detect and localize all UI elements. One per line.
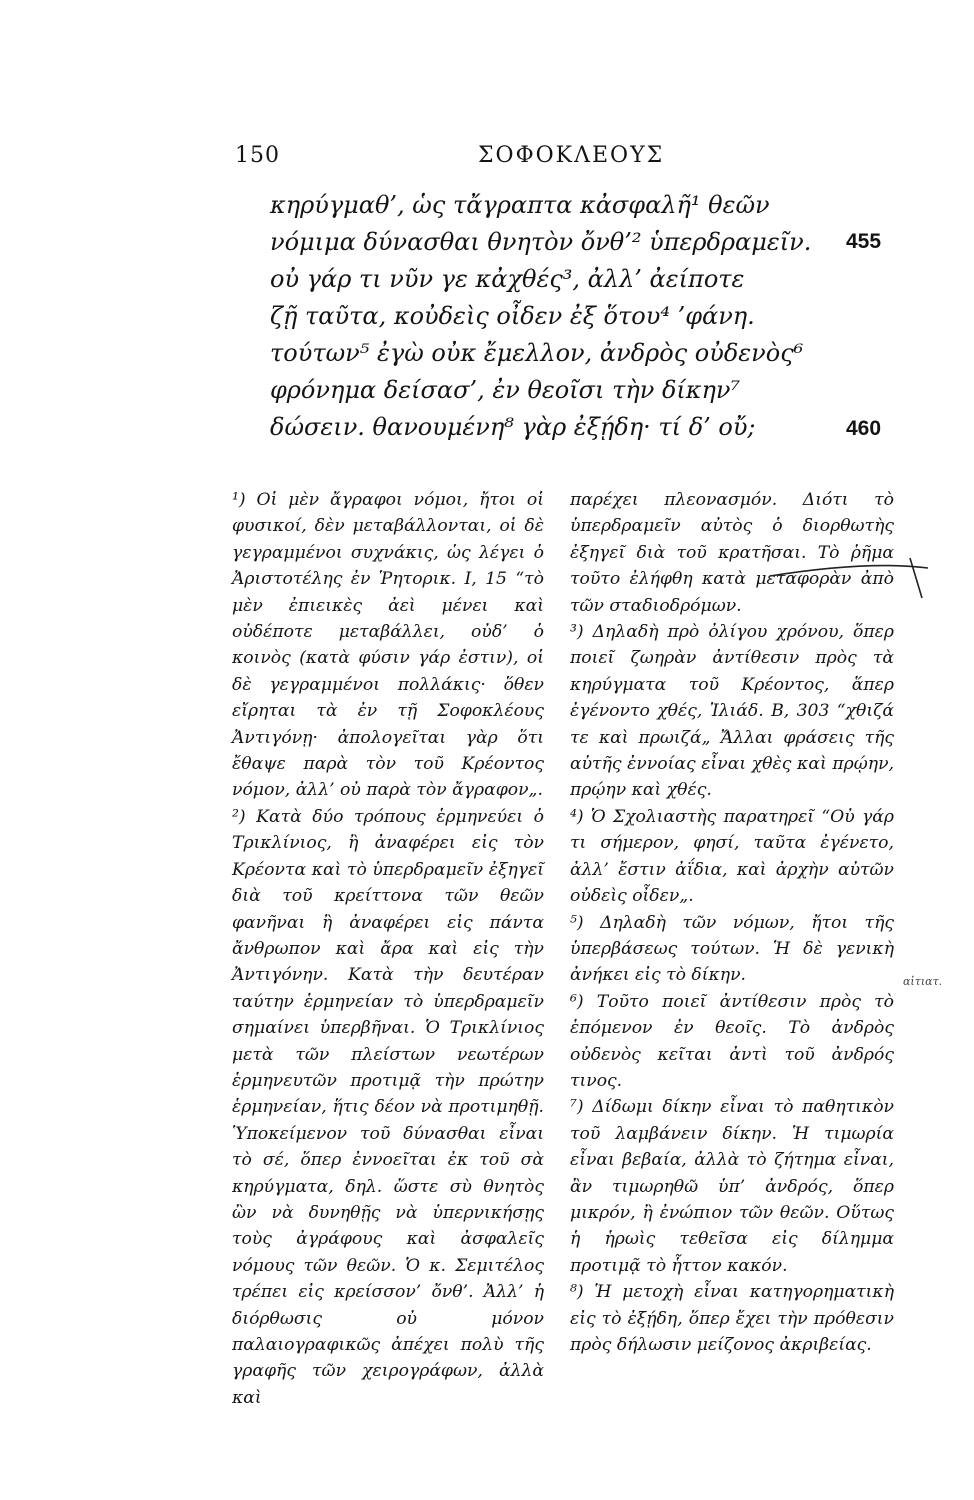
- handwritten-marginalia: αἰτιατ.: [903, 975, 943, 988]
- verse-line: κηρύγμαθ’, ὡς τἄγραπτα κἀσφαλῆ¹ θεῶν: [270, 191, 770, 219]
- verse-line: φρόνημα δείσασ’, ἐν θεοῖσι τὴν δίκην⁷: [270, 376, 741, 404]
- footnote: ⁷) Δίδωμι δίκην εἶναι τὸ παθητικὸν τοῦ λαμβάνειν δίκην. Ἡ τιμωρία εἶναι βεβαία, ἀλλὰ τὸ ζήτημα εἶναι, ἂν τιμωρηθῶ ὑπ’ ἀνδρός, ὅπερ μικρόν, ἢ ἐνώπιον τῶν θεῶν. Οὕτως ἡ ἡρωὶς τεθεῖσα εἰς δίλημμα προτιμᾷ τὸ ἧττον κακόν.: [570, 1097, 894, 1276]
- footnotes-left-column: [232, 487, 544, 1411]
- line-number: 455: [846, 230, 882, 253]
- footnotes-right-column: [570, 487, 894, 1358]
- running-title: ΣΟΦΟΚΛΕΟΥΣ: [478, 143, 665, 168]
- footnote: ⁵) Δηλαδὴ τῶν νόμων, ἤτοι τῆς ὑπερβάσεως τούτων. Ἡ δὲ γενικὴ ἀνήκει εἰς τὸ δίκην.: [570, 912, 894, 986]
- page-number: 150: [235, 143, 280, 168]
- verse-line: τούτων⁵ ἐγὼ οὐκ ἔμελλον, ἀνδρὸς οὐδενὸς⁶: [270, 339, 804, 367]
- verse-line: νόμιμα δύνασθαι θνητὸν ὄνθ’² ὑπερδραμεῖν.: [270, 228, 812, 256]
- footnote-continuation: παρέχει πλεονασμόν. Διότι τὸ ὑπερδραμεῖν αὐτὸς ὁ διορθωτὴς ἐξηγεῖ διὰ τοῦ κρατῆσαι. Τὸ ῥῆμα τοῦτο ἐλήφθη κατὰ μεταφορὰν ἀπὸ τῶν σταδιοδρόμων.: [570, 490, 894, 616]
- footnote: ³) Δηλαδὴ πρὸ ὀλίγου χρόνου, ὅπερ ποιεῖ ζωηρὰν ἀντίθεσιν πρὸς τὰ κηρύγματα τοῦ Κρέοντος, ἅπερ ἐγένοντο χθές, Ἰλιάδ. Β, 303 “χθιζά τε καὶ πρωιζά„ Ἄλλαι φράσεις τῆς αὐτῆς ἐννοίας εἶναι χθὲς καὶ πρῴην, πρῴην καὶ χθές.: [570, 622, 894, 801]
- footnote: ⁶) Τοῦτο ποιεῖ ἀντίθεσιν πρὸς τὸ ἑπόμενον ἐν θεοῖς. Τὸ ἀνδρὸς οὐδενὸς κεῖται ἀντὶ τοῦ ἀνδρός τινος.: [570, 991, 894, 1091]
- footnote: ²) Κατὰ δύο τρόπους ἑρμηνεύει ὁ Τρικλίνιος, ἢ ἀναφέρει εἰς τὸν Κρέοντα καὶ τὸ ὑπερδραμεῖν ἐξηγεῖ διὰ τοῦ κρείττονα τῶν θεῶν φανῆναι ἢ ἀναφέρει εἰς πάντα ἄνθρωπον καὶ ἄρα καὶ εἰς τὴν Ἀντιγόνην. Κατὰ τὴν δευτέραν ταύτην ἑρμηνείαν τὸ ὑπερδραμεῖν σημαίνει ὑπερβῆναι. Ὁ Τρικλίνιος μετὰ τῶν πλείστων νεωτέρων ἑρμηνευτῶν προτιμᾷ τὴν πρώτην ἑρμηνείαν, ἥτις δέον νὰ προτιμηθῇ. Ὑποκείμενον τοῦ δύνασθαι εἶναι τὸ σέ, ὅπερ ἐννοεῖται ἐκ τοῦ σὰ κηρύγματα, δηλ. ὥστε σὺ θνητὸς ὢν νὰ δυνηθῇς νὰ ὑπερνικήσῃς τοὺς ἀγράφους καὶ ἀσφαλεῖς νόμους τῶν θεῶν. Ὁ κ. Σεμιτέλος τρέπει εἰς κρείσσον’ ὄνθ’. Ἀλλ’ ἡ διόρθωσις οὐ μόνον παλαιογραφικῶς ἀπέχει πολὺ τῆς γραφῆς τῶν χειρογράφων, ἀλλὰ καὶ: [232, 806, 544, 1408]
- verse-line: ζῇ ταῦτα, κοὐδεὶς οἶδεν ἐξ ὅτου⁴ ’φάνη.: [270, 302, 755, 330]
- verse-line: οὐ γάρ τι νῦν γε κἀχθές³, ἀλλ’ ἀείποτε: [270, 265, 745, 293]
- footnote: ⁴) Ὁ Σχολιαστὴς παρατηρεῖ “Οὐ γάρ τι σήμερον, φησί, ταῦτα ἐγένετο, ἀλλ’ ἔστιν ἀΐδια, καὶ ἀρχὴν αὐτῶν οὐδεὶς οἶδεν„.: [570, 806, 894, 907]
- verse-line: δώσειν. θανουμένη⁸ γὰρ ἐξῄδη· τί δ’ οὔ;: [270, 413, 756, 441]
- footnote: ¹) Οἱ μὲν ἄγραφοι νόμοι, ἤτοι οἱ φυσικοί, δὲν μεταβάλλονται, οἱ δὲ γεγραμμένοι συχνάκις, ὡς λέγει ὁ Ἀριστοτέλης ἐν Ῥητορικ. Ι, 15 “τὸ μὲν ἐπιεικὲς ἀεὶ μένει καὶ οὐδέποτε μεταβάλλει, οὐδ’ ὁ κοινὸς (κατὰ φύσιν γάρ ἐστιν), οἱ δὲ γεγραμμένοι πολλάκις· ὅθεν εἴρηται τὰ ἐν τῇ Σοφοκλέους Ἀντιγόνῃ· ἀπολογεῖται γὰρ ὅτι ἔθαψε παρὰ τὸν τοῦ Κρέοντος νόμον, ἀλλ’ οὐ παρὰ τὸν ἄγραφον„.: [232, 490, 544, 801]
- handwritten-annotation-line: [760, 548, 960, 608]
- line-number: 460: [846, 417, 882, 440]
- footnote: ⁸) Ἡ μετοχὴ εἶναι κατηγορηματικὴ εἰς τὸ ἐξῄδη, ὅπερ ἔχει τὴν πρόθεσιν πρὸς δήλωσιν μείζονος ἀκριβείας.: [570, 1282, 894, 1355]
